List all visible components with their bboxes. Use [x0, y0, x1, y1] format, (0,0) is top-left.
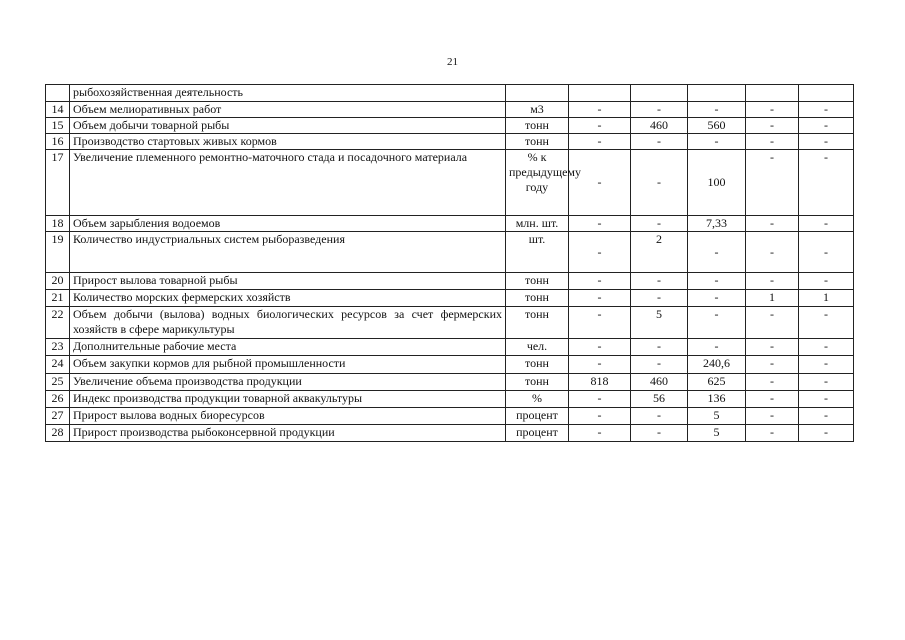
value-cell: 100 — [688, 150, 746, 216]
table-row — [46, 273, 854, 290]
value-cell: - — [631, 150, 688, 216]
table-row — [46, 391, 854, 408]
value-cell: - — [799, 118, 854, 134]
unit-cell: тонн — [506, 374, 569, 391]
value-cell: - — [631, 356, 688, 374]
value-cell: - — [569, 339, 631, 356]
table-row — [46, 408, 854, 425]
row-number: 20 — [46, 273, 70, 290]
value-cell: - — [746, 408, 799, 425]
unit-cell: тонн — [506, 290, 569, 307]
value-cell: 7,33 — [688, 216, 746, 232]
value-cell: - — [688, 307, 746, 339]
table-row — [46, 216, 854, 232]
indicator-name: Прирост производства рыбоконсервной продукции — [70, 425, 506, 442]
value-cell: - — [799, 374, 854, 391]
value-cell — [746, 85, 799, 102]
value-cell: - — [631, 273, 688, 290]
row-number: 27 — [46, 408, 70, 425]
row-number: 25 — [46, 374, 70, 391]
value-cell: 2 — [631, 232, 688, 273]
value-cell: - — [688, 290, 746, 307]
indicator-name: Прирост вылова товарной рыбы — [70, 273, 506, 290]
value-cell: - — [746, 232, 799, 273]
table-row — [46, 374, 854, 391]
unit-cell: тонн — [506, 307, 569, 339]
value-cell: - — [799, 232, 854, 273]
row-number: 16 — [46, 134, 70, 150]
indicator-name: Объем мелиоративных работ — [70, 102, 506, 118]
value-cell: 818 — [569, 374, 631, 391]
row-number: 21 — [46, 290, 70, 307]
value-cell: - — [799, 134, 854, 150]
row-number — [46, 85, 70, 102]
value-cell: - — [569, 307, 631, 339]
indicator-name: Производство стартовых живых кормов — [70, 134, 506, 150]
value-cell: - — [799, 425, 854, 442]
unit-cell: тонн — [506, 273, 569, 290]
indicator-name: Объем зарыбления водоемов — [70, 216, 506, 232]
value-cell: - — [631, 216, 688, 232]
row-number: 24 — [46, 356, 70, 374]
row-number: 22 — [46, 307, 70, 339]
row-number: 15 — [46, 118, 70, 134]
unit-cell: тонн — [506, 356, 569, 374]
unit-cell: тонн — [506, 118, 569, 134]
value-cell: - — [746, 118, 799, 134]
value-cell: - — [746, 391, 799, 408]
value-cell — [688, 85, 746, 102]
value-cell: - — [631, 339, 688, 356]
value-cell: 460 — [631, 118, 688, 134]
value-cell: - — [569, 356, 631, 374]
value-cell: - — [746, 307, 799, 339]
indicator-name: Индекс производства продукции товарной аквакультуры — [70, 391, 506, 408]
indicators-table — [45, 84, 854, 442]
table-row — [46, 339, 854, 356]
value-cell: 5 — [631, 307, 688, 339]
unit-cell: % к предыдущему году — [506, 150, 569, 216]
indicator-name: Объем добычи (вылова) водных биологических ресурсов за счет фермерских хозяйств в сфере марикультуры — [70, 307, 506, 339]
value-cell: - — [746, 356, 799, 374]
indicator-name: Количество индустриальных систем рыборазведения — [70, 232, 506, 273]
indicator-name: Количество морских фермерских хозяйств — [70, 290, 506, 307]
value-cell: - — [746, 273, 799, 290]
value-cell: - — [631, 290, 688, 307]
table-row — [46, 102, 854, 118]
value-cell: - — [799, 408, 854, 425]
indicator-name: Дополнительные рабочие места — [70, 339, 506, 356]
value-cell — [631, 85, 688, 102]
table-row — [46, 232, 854, 273]
indicator-name: рыбохозяйственная деятельность — [70, 85, 506, 102]
value-cell: 560 — [688, 118, 746, 134]
value-cell: - — [746, 134, 799, 150]
table-row — [46, 150, 854, 216]
indicator-name: Объем закупки кормов для рыбной промышленности — [70, 356, 506, 374]
value-cell: 1 — [799, 290, 854, 307]
indicator-name: Увеличение объема производства продукции — [70, 374, 506, 391]
value-cell: - — [569, 216, 631, 232]
value-cell: - — [746, 339, 799, 356]
value-cell: 5 — [688, 408, 746, 425]
value-cell: - — [631, 408, 688, 425]
row-number: 19 — [46, 232, 70, 273]
value-cell: - — [688, 339, 746, 356]
value-cell: - — [631, 425, 688, 442]
value-cell: 5 — [688, 425, 746, 442]
table-row — [46, 118, 854, 134]
table-row — [46, 356, 854, 374]
indicator-name: Прирост вылова водных биоресурсов — [70, 408, 506, 425]
value-cell: - — [569, 102, 631, 118]
indicator-name: Объем добычи товарной рыбы — [70, 118, 506, 134]
value-cell: - — [799, 391, 854, 408]
table-row — [46, 134, 854, 150]
value-cell: - — [569, 391, 631, 408]
value-cell: - — [569, 232, 631, 273]
value-cell: 1 — [746, 290, 799, 307]
unit-cell — [506, 85, 569, 102]
value-cell: - — [799, 102, 854, 118]
row-number: 26 — [46, 391, 70, 408]
value-cell: - — [799, 356, 854, 374]
value-cell: - — [799, 216, 854, 232]
unit-cell: процент — [506, 408, 569, 425]
page-number: 21 — [447, 56, 458, 68]
value-cell: - — [569, 273, 631, 290]
value-cell: - — [746, 374, 799, 391]
value-cell: - — [799, 273, 854, 290]
value-cell: - — [569, 118, 631, 134]
value-cell: - — [631, 102, 688, 118]
value-cell: 56 — [631, 391, 688, 408]
unit-cell: млн. шт. — [506, 216, 569, 232]
value-cell: - — [746, 425, 799, 442]
value-cell: - — [569, 408, 631, 425]
value-cell: - — [688, 134, 746, 150]
table-row — [46, 307, 854, 339]
value-cell: 240,6 — [688, 356, 746, 374]
row-number: 14 — [46, 102, 70, 118]
row-number: 18 — [46, 216, 70, 232]
value-cell: - — [569, 134, 631, 150]
table-row — [46, 85, 854, 102]
value-cell: - — [799, 150, 854, 216]
value-cell: - — [688, 102, 746, 118]
value-cell: - — [569, 290, 631, 307]
row-number: 28 — [46, 425, 70, 442]
unit-cell: процент — [506, 425, 569, 442]
value-cell — [799, 85, 854, 102]
value-cell: 136 — [688, 391, 746, 408]
row-number: 17 — [46, 150, 70, 216]
row-number: 23 — [46, 339, 70, 356]
unit-cell: чел. — [506, 339, 569, 356]
indicator-name: Увеличение племенного ремонтно-маточного стада и посадочного материала — [70, 150, 506, 216]
value-cell: - — [569, 150, 631, 216]
unit-cell: шт. — [506, 232, 569, 273]
value-cell: - — [631, 134, 688, 150]
value-cell: - — [746, 102, 799, 118]
unit-cell: тонн — [506, 134, 569, 150]
value-cell: - — [746, 216, 799, 232]
table-row — [46, 425, 854, 442]
value-cell: - — [799, 339, 854, 356]
value-cell — [569, 85, 631, 102]
value-cell: - — [688, 232, 746, 273]
value-cell: - — [746, 150, 799, 216]
unit-cell: % — [506, 391, 569, 408]
value-cell: - — [569, 425, 631, 442]
value-cell: 625 — [688, 374, 746, 391]
unit-cell: м3 — [506, 102, 569, 118]
value-cell: - — [688, 273, 746, 290]
value-cell: 460 — [631, 374, 688, 391]
table-row — [46, 290, 854, 307]
value-cell: - — [799, 307, 854, 339]
